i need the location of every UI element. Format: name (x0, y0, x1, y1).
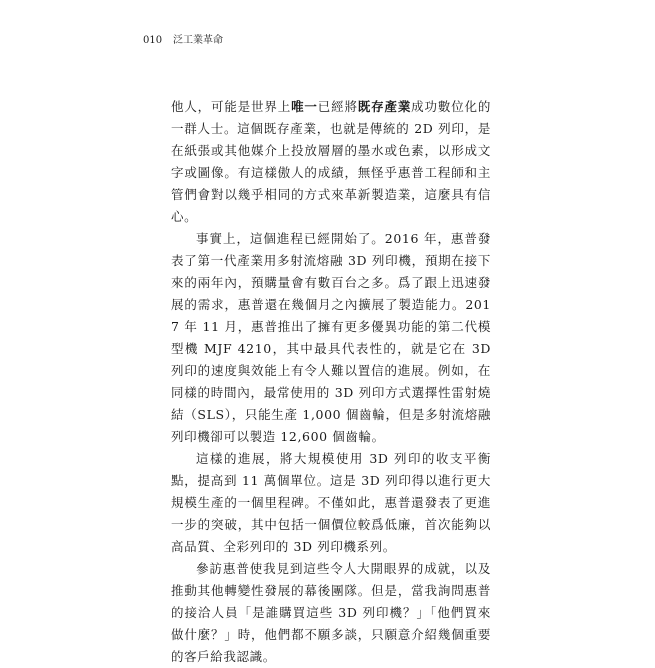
paragraph-hp-visit (171, 558, 491, 668)
paragraph-continuation (171, 96, 491, 228)
page-number: 010 (143, 35, 163, 46)
running-header (143, 34, 223, 48)
text-segment: 成功數位化的一群人士。這個既存產業，也就是傳統的 2D 列印，是在紙張或其他媒介上投放層層的墨水或色素，以形成文字或圖像。有這樣傲人的成績，無怪乎惠普工程師和主管們會對以幾乎相同的方式來革新製造業，這麼具有信心。 (171, 99, 491, 224)
text-segment: 參訪惠普使我見到這些令人大開眼界的成就，以及推動其他轉變性發展的幕後團隊。但是，當我詢問惠普的接洽人員「是誰購買這些 3D 列印機？」「他們買來做什麼？」時，他們都不願多談，只願意介紹幾個重要的客戶給我認識。 (171, 561, 491, 664)
text-segment: 他人，可能是世界上 (171, 99, 292, 114)
text-segment: 這樣的進展，將大規模使用 3D 列印的收支平衡點，提高到 11 萬個單位。這是 3D 列印得以進行更大規模生產的一個里程碑。不僅如此，惠普還發表了更進一步的突破，其中包括一個價位較爲低廉，首次能夠以高品質、全彩列印的 3D 列印機系列。 (171, 451, 491, 554)
text-segment: 已經將 (317, 99, 358, 114)
running-title: 泛工業革命 (173, 35, 223, 46)
body-text (171, 96, 491, 668)
emphasis-existing-industry: 既存產業 (357, 99, 412, 114)
text-segment: 事實上，這個進程已經開始了。2016 年，惠普發表了第一代產業用多射流熔融 3D 列印機，預期在接下來的兩年內，預購量會有數百台之多。爲了跟上迅速發展的需求，惠普還在幾個月之內擴展了製造能力。2017 年 11 月，惠普推出了擁有更多優異功能的第二代模型機 MJF 4210，其中最具代表性的，就是它在 3D 列印的速度與效能上有令人難以置信的進展。例如，在同樣的時間內，最常使用的 3D 列印方式選擇性雷射燒結（SLS），只能生產 1,000 個齒輪，但是多射流熔融列印機卻可以製造 12,600 個齒輪。 (171, 231, 491, 444)
emphasis-unique: 唯一 (291, 99, 318, 114)
paragraph-mjf-launch (171, 228, 491, 448)
paragraph-breakeven (171, 448, 491, 558)
